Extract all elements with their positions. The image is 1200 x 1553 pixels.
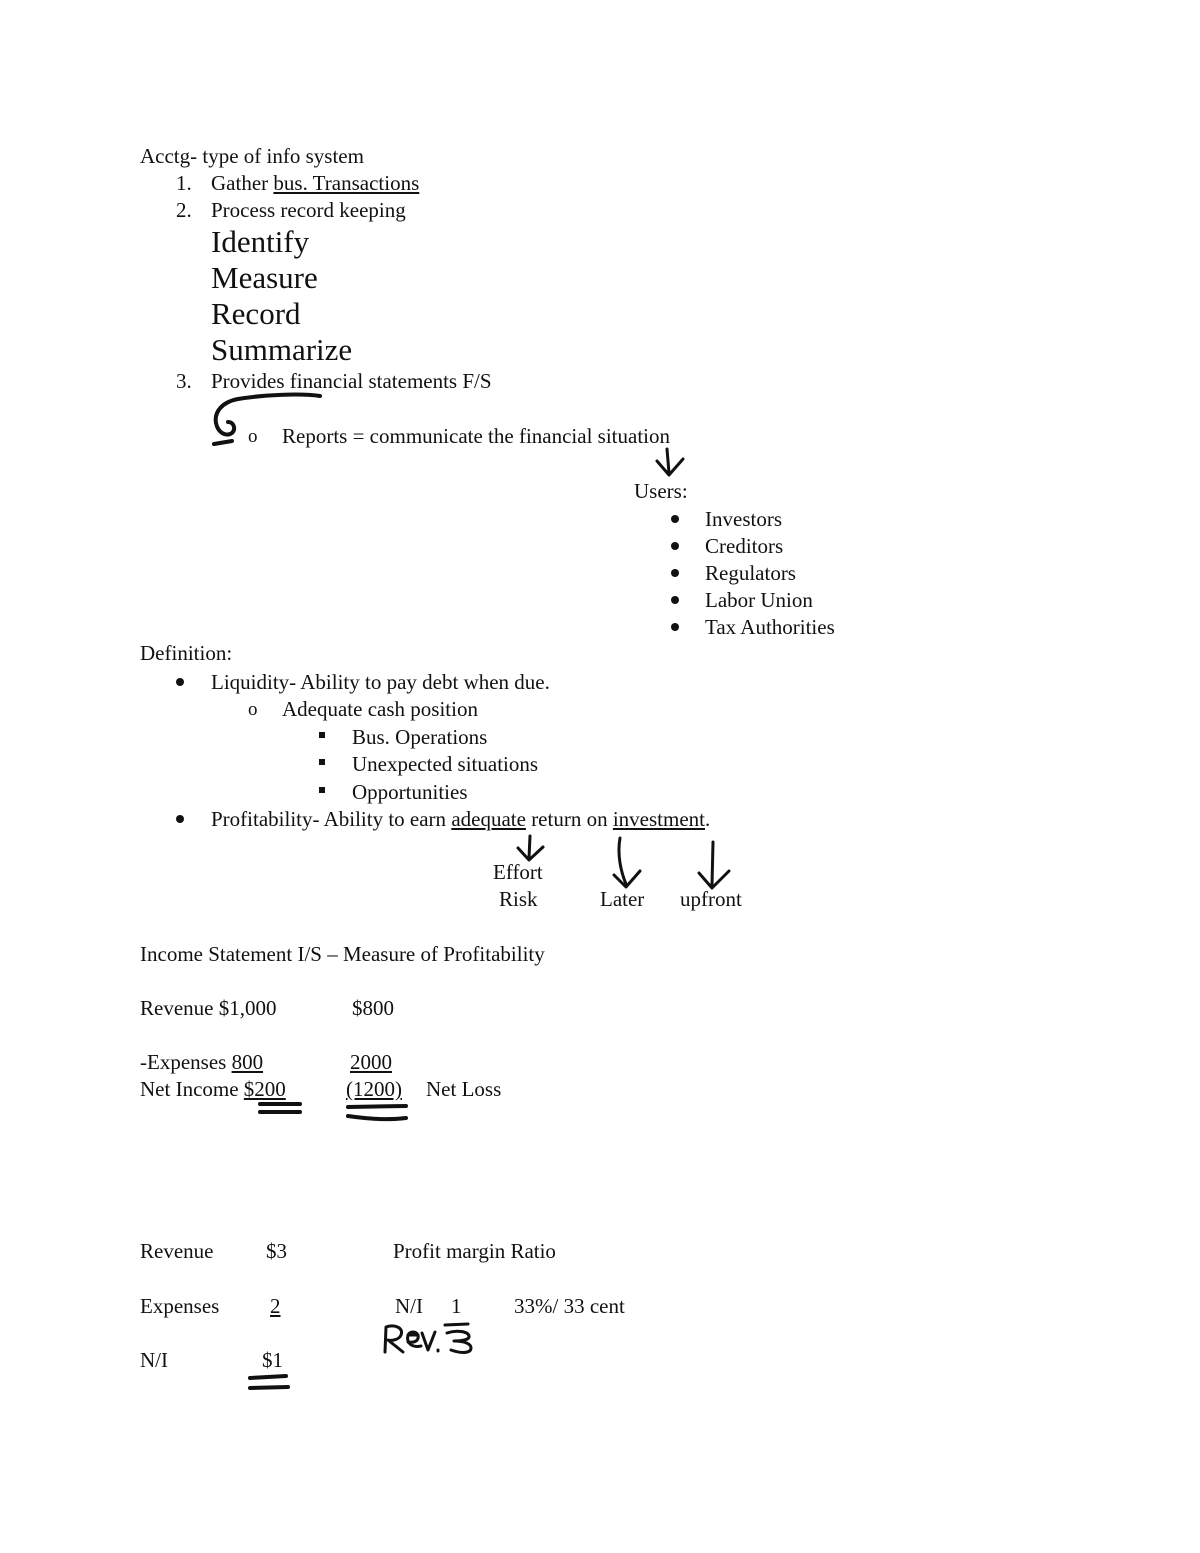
pm-ni-value: 1	[451, 1294, 462, 1318]
three-handwriting-icon	[447, 1331, 471, 1352]
annotation-risk: Risk	[499, 887, 538, 911]
sub-item: Unexpected situations	[352, 752, 539, 776]
liquidity-definition: Liquidity- Ability to pay debt when due.	[211, 670, 550, 694]
profitability-definition: Profitability- Ability to earn adequate return on investment.	[211, 807, 711, 831]
users-heading: Users:	[634, 479, 688, 503]
overline-icon	[445, 1324, 468, 1325]
revenue-line: Revenue $1,000	[140, 996, 277, 1020]
pm-net-income-value: $1	[262, 1348, 283, 1372]
net-loss-value: (1200)	[346, 1077, 402, 1101]
pm-expenses-label: Expenses	[140, 1294, 220, 1318]
sub-item: Opportunities	[352, 780, 468, 804]
process-word: Measure	[211, 260, 318, 295]
rev-handwriting-icon	[385, 1326, 438, 1352]
expenses-alt: 2000	[350, 1050, 392, 1074]
down-arrow-icon	[657, 449, 683, 475]
user-item: Tax Authorities	[705, 615, 835, 639]
income-statement-heading: Income Statement I/S – Measure of Profitability	[140, 942, 545, 966]
step-provides: Provides financial statements F/S	[211, 369, 492, 393]
pm-ni-label: N/I	[395, 1294, 423, 1318]
process-word: Record	[211, 296, 301, 331]
step-gather: Gather bus. Transactions	[211, 171, 420, 195]
net-income-line: Net Income $200	[140, 1077, 286, 1101]
reports-marker: o	[248, 426, 258, 447]
expenses-line: -Expenses 800	[140, 1050, 264, 1074]
bracket-hook-icon	[214, 441, 232, 444]
pm-ratio-title: Profit margin Ratio	[393, 1239, 556, 1263]
pm-net-income-label: N/I	[140, 1348, 168, 1372]
annotation-later: Later	[600, 887, 645, 911]
curved-arrow-icon	[216, 395, 320, 435]
annotation-upfront: upfront	[680, 887, 742, 911]
sub-item: Bus. Operations	[352, 725, 488, 749]
net-loss-label: Net Loss	[426, 1077, 502, 1101]
intro-heading: Acctg- type of info system	[140, 144, 364, 168]
step-number: 3.	[176, 369, 192, 393]
pm-result: 33%/ 33 cent	[514, 1294, 625, 1318]
double-underline-icon	[260, 1104, 300, 1112]
user-item: Investors	[705, 507, 782, 531]
sub-marker: o	[248, 699, 258, 720]
pm-revenue-label: Revenue	[140, 1239, 214, 1263]
double-underline-icon	[250, 1376, 288, 1388]
down-arrow-icon	[699, 842, 729, 888]
revenue-alt: $800	[352, 996, 394, 1020]
process-word: Summarize	[211, 332, 353, 367]
user-item: Creditors	[705, 534, 784, 558]
step-process: Process record keeping	[211, 198, 406, 222]
down-arrow-icon	[518, 836, 543, 860]
user-item: Regulators	[705, 561, 796, 585]
down-arrow-icon	[614, 838, 640, 887]
step-number: 1.	[176, 171, 192, 195]
user-item: Labor Union	[705, 588, 813, 612]
pm-expenses-value: 2	[270, 1294, 281, 1318]
step-number: 2.	[176, 198, 192, 222]
double-underline-icon	[348, 1106, 406, 1119]
definition-heading: Definition:	[140, 641, 233, 665]
pm-revenue-value: $3	[266, 1239, 287, 1263]
process-word: Identify	[211, 224, 310, 259]
annotation-effort: Effort	[493, 860, 543, 884]
reports-text: Reports = communicate the financial situation	[282, 424, 670, 448]
adequate-cash: Adequate cash position	[282, 697, 478, 721]
